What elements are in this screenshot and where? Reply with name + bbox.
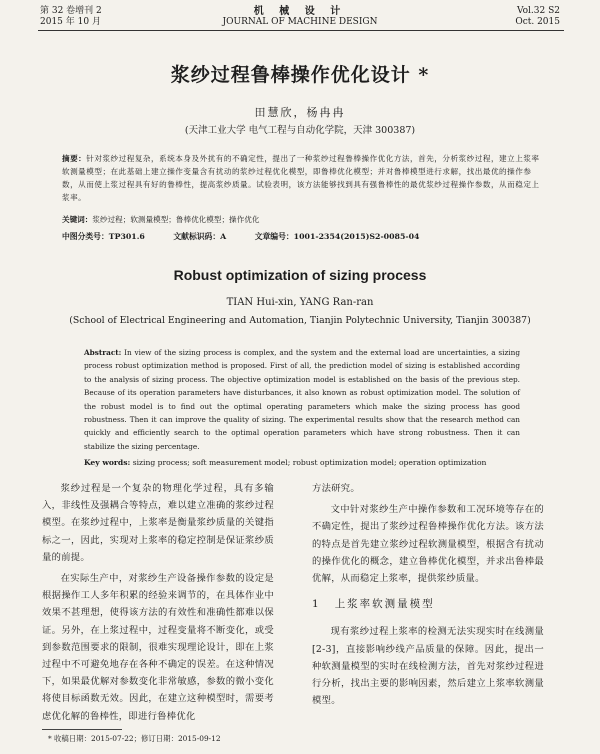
section-number: 1: [312, 598, 321, 611]
abstract-cn: [62, 152, 540, 204]
section-heading: [312, 596, 544, 613]
journal-issue-en: [515, 6, 560, 28]
body-column-right: [312, 480, 544, 713]
paper-title-cn: 浆纱过程鲁棒操作优化设计 *: [170, 64, 430, 86]
body-paragraph: 在实际生产中，对浆纱生产设备操作参数的设定是根据操作工人多年积累的经验来调节的，在具体作业中效果不甚理想，使得该方法的有效性和准确性都难以保证。另外，在上浆过程中，过程变量将不断变化，或受到参数范围要求的限制，很难实现理论设计，即在上浆过程中不可避免地存在各种不确定的误差。在这种情况下，如果最优解对参数变化非常敏感，参数的微小变化将使目标函数无效。因此，在建立这种模型时，需要考虑优化解的鲁棒性，即进行鲁棒优化: [42, 573, 274, 722]
authors-en: TIAN Hui-xin, YANG Ran-ran: [226, 297, 374, 308]
footnote-rule: [42, 729, 122, 730]
authors-cn: 田慧欣，杨冉冉: [254, 106, 346, 119]
body-paragraph: 浆纱过程是一个复杂的物理化学过程，具有多输入，非线性及强耦合等特点，难以建立准确的浆纱过程模型。在浆纱过程中，上浆率是衡量浆纱质量的关键指标之一，因此，实现对上浆率的稳定控制是保证浆纱质量的前提。: [42, 483, 274, 563]
body-paragraph: 现有浆纱过程上浆率的检测无法实现实时在线测量[2-3]，直接影响纱线产品质量的保障。因此，提出一种软测量模型的实时在线检测方法，首先对浆纱过程进行分析，找出主要的影响因素，然后建立上浆率软测量模型。: [312, 626, 544, 707]
document-code: 文献标识码：A: [173, 232, 227, 241]
section-title: 上浆率软测量模型: [334, 598, 435, 611]
issue-volume-en: Vol.32 S2: [516, 6, 560, 16]
body-column-left: [42, 480, 274, 729]
body-paragraph: 文中针对浆纱生产中操作参数和工况环境等存在的不确定性，提出了浆纱过程鲁棒操作优化方法。该方法的特点是首先建立浆纱过程软测量模型，根据含有扰动的操作优化的概念，建立鲁棒优化模型，并求出鲁棒最优解，从而稳定上浆率，提供浆纱质量。: [312, 504, 544, 585]
abstract-en-label: Abstract:: [84, 348, 122, 357]
journal-name-cn: 机 械 设 计: [253, 6, 347, 17]
abstract-cn-text: 针对浆纱过程复杂，系统本身及外扰有的不确定性，提出了一种浆纱过程鲁棒操作优化方法，首先，分析浆纱过程，建立上浆率软测量模型；在此基础上建立操作变量含有扰动的浆纱过程优化模型，即鲁棒优化模型；并对鲁棒模型进行求解，找出最优的操作参数，从而使上浆过程具有好的鲁棒性，提高浆纱质量。试验表明，该方法能够找到具有强鲁棒性的最优浆纱过程操作参数，从而稳定上浆率。: [62, 154, 540, 202]
classification-line: [62, 231, 540, 242]
clc-number: 中图分类号：TP301.6: [62, 232, 145, 241]
issue-volume: 第 32 卷增刊 2: [40, 6, 102, 16]
keywords-cn-label: 关键词：: [62, 215, 93, 224]
abstract-cn-label: 摘要：: [62, 154, 87, 163]
keywords-cn: [62, 214, 540, 225]
header-rule: [38, 30, 564, 31]
paper-title-en: Robust optimization of sizing process: [173, 267, 427, 283]
journal-name-en: JOURNAL OF MACHINE DESIGN: [222, 17, 378, 27]
keywords-en-label: Key words:: [84, 458, 131, 467]
body-paragraph: 方法研究。: [312, 483, 360, 494]
abstract-en: [84, 346, 520, 453]
abstract-en-text: In view of the sizing process is complex, and the system and the external load are uncertainties, a sizing process robust optimization method is proposed. First of all, the prediction model of sizing is established according to the analysis of sizing process. The objective optimization model is established on the basis of the previous step. Because of its operation parameters have disturbances, it also known as robust optimization model. The solution of the robust model is to find out the optimal operating parameters which make the sizing process has good robustness. Then it can improve the quality of sizing. The experimental results show that the research method can quickly and efficiently search to the optimal operation parameters which have strong robustness. Then it can stabilize the sizing percentage.: [84, 348, 520, 451]
article-number: 文章编号：1001-2354(2015)S2-0085-04: [254, 232, 420, 241]
keywords-en-text: sizing process; soft measurement model; robust optimization model; operation optimization: [132, 458, 487, 467]
affiliation-cn: (天津工业大学 电气工程与自动化学院，天津 300387): [184, 125, 416, 136]
affiliation-en: (School of Electrical Engineering and Automation, Tianjin Polytechnic University, Tianjin 300387): [69, 315, 531, 326]
keywords-en: [84, 458, 520, 467]
issue-date: 2015 年 10 月: [40, 17, 101, 27]
issue-date-en: Oct. 2015: [515, 17, 560, 27]
journal-name: [0, 6, 600, 28]
received-date-footnote: * 收稿日期：2015-07-22；修订日期：2015-09-12: [48, 734, 221, 743]
keywords-cn-text: 浆纱过程；软测量模型；鲁棒优化模型；操作优化: [92, 215, 260, 224]
